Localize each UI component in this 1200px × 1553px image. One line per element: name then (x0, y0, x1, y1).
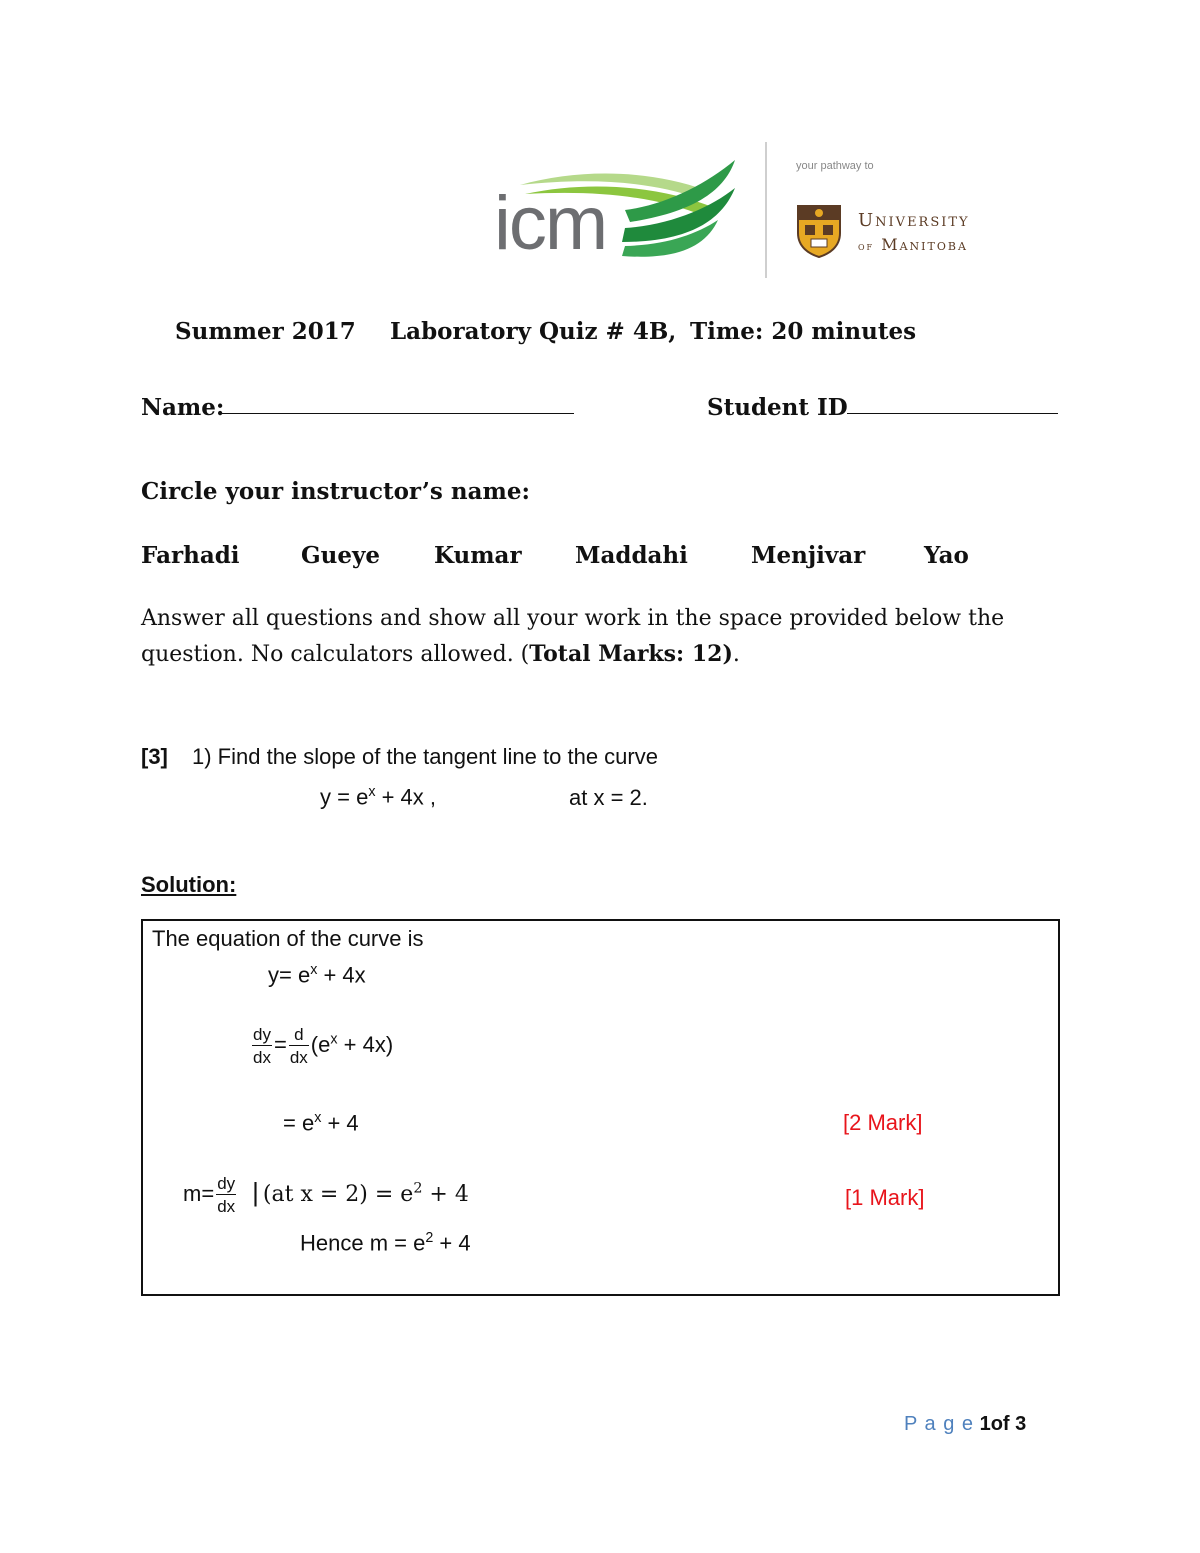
name-label: Name: (141, 394, 225, 421)
instructor-farhadi[interactable]: Farhadi (141, 542, 240, 569)
instructions-line2 (141, 641, 740, 667)
solution-intro: The equation of the curve is (152, 926, 424, 951)
page-total: of 3 (990, 1413, 1027, 1435)
frac-num-d: d (289, 1026, 309, 1046)
eq-lhs: y = e (320, 784, 369, 810)
eq1-rhs: + 4x (317, 962, 366, 988)
instructor-maddahi[interactable]: Maddahi (575, 542, 688, 569)
eq2-rest: + 4x) (337, 1031, 394, 1057)
quiz-title: Laboratory Quiz # 4B, (390, 318, 677, 345)
icm-logo (490, 150, 740, 275)
solution-eq2 (250, 1026, 393, 1066)
crest-icon (795, 203, 843, 259)
solution-eq3 (283, 1110, 359, 1136)
eq5-exp: 2 (425, 1230, 434, 1246)
frac-den-2: dx (217, 1197, 236, 1216)
eq4-bar: | (252, 1176, 259, 1207)
mark-1: [1 Mark] (845, 1185, 925, 1210)
page-word: P a g e (904, 1413, 975, 1435)
instructor-kumar[interactable]: Kumar (434, 542, 522, 569)
eq5-tail: + 4 (433, 1230, 471, 1256)
question-condition: at x = 2. (569, 785, 648, 810)
eq3-rest: + 4 (321, 1110, 359, 1136)
solution-eq5 (300, 1230, 471, 1256)
eq2-exp: x (330, 1031, 338, 1048)
term: Summer 2017 (175, 318, 356, 345)
frac-den-dx: dx (289, 1048, 308, 1067)
university-name-line1 (858, 210, 970, 231)
eq2-paren: (e (310, 1031, 331, 1057)
question-equation (320, 784, 436, 810)
page-number: 1 (979, 1413, 991, 1435)
mark-2: [2 Mark] (843, 1110, 923, 1135)
question-marks: [3] (141, 744, 168, 769)
university-text: University (858, 210, 970, 231)
eq-exp: x (368, 784, 376, 800)
eq1-lhs: y= e (268, 962, 311, 988)
instructor-menjivar[interactable]: Menjivar (751, 542, 866, 569)
instructions-text: question. No calculators allowed. ( (141, 642, 530, 667)
eq5-text: Hence m = e (300, 1230, 426, 1256)
total-marks: Total Marks: 12) (529, 641, 733, 667)
eq1-exp: x (310, 962, 318, 978)
manitoba-text: Manitoba (881, 235, 968, 254)
eq-rhs: + 4x , (375, 784, 437, 810)
university-name-line2 (858, 235, 968, 254)
icm-wordmark: icm (494, 181, 607, 266)
logo-divider (765, 142, 767, 278)
eq4-m: m= (183, 1180, 215, 1206)
student-id-field[interactable] (847, 413, 1058, 414)
eq3-exp: x (314, 1110, 322, 1126)
instructor-yao[interactable]: Yao (924, 542, 969, 569)
solution-eq1 (268, 962, 366, 988)
of-text: of (858, 240, 875, 253)
frac-num-2: dy (217, 1174, 236, 1193)
um-crest (795, 203, 843, 259)
instructor-gueye[interactable]: Gueye (301, 542, 380, 569)
d-dx-fraction (289, 1026, 309, 1066)
eq4-exp: 2 (413, 1180, 423, 1197)
question-text: 1) Find the slope of the tangent line to the curve (192, 744, 658, 769)
eq4-rest: (at x = 2) = e (262, 1181, 414, 1207)
frac-den: dx (253, 1048, 271, 1067)
eq3-lhs: = e (283, 1110, 315, 1136)
name-field[interactable] (222, 413, 574, 414)
dy-dx-fraction (252, 1026, 272, 1066)
solution-eq4 (183, 1175, 469, 1215)
page-footer (904, 1413, 1026, 1436)
instructions-period: . (732, 642, 740, 667)
eq2-eq: = (273, 1031, 287, 1057)
instructor-prompt: Circle your instructor’s name: (141, 478, 530, 505)
instructions-line1: Answer all questions and show all your work in the space provided below the (141, 606, 1005, 631)
solution-heading: Solution: (141, 872, 237, 897)
frac-num: dy (253, 1025, 271, 1044)
student-id-label: Student ID (707, 394, 848, 421)
tagline: your pathway to (796, 160, 874, 172)
eq4-tail: + 4 (422, 1181, 469, 1207)
dy-dx-fraction-2 (216, 1175, 236, 1215)
time-limit: Time: 20 minutes (690, 318, 917, 345)
